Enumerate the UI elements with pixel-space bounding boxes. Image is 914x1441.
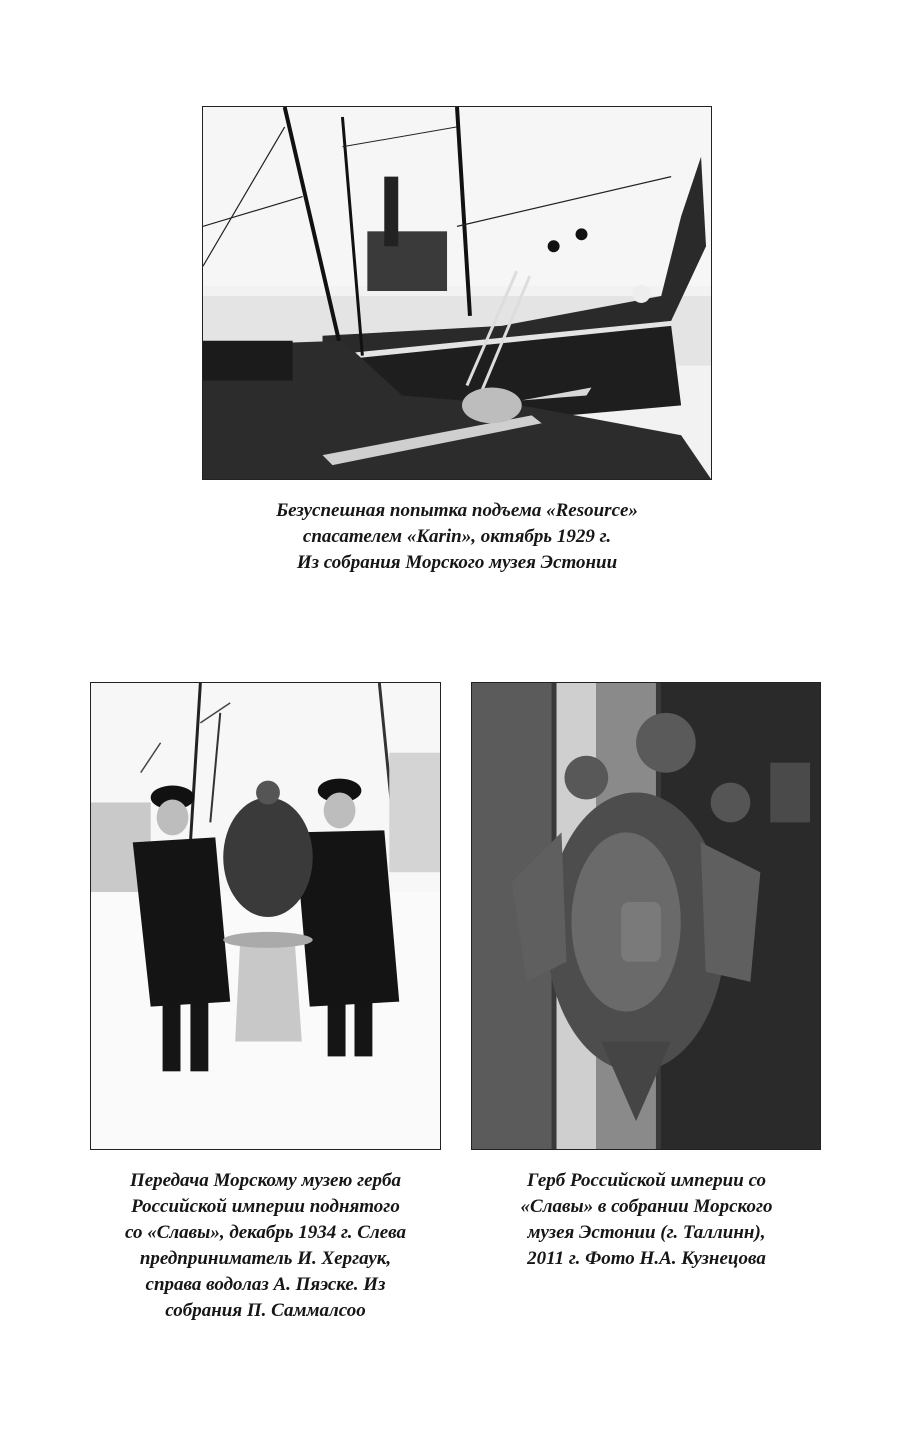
caption-ship: [202, 498, 712, 576]
caption-line: Российской империи поднятого: [131, 1196, 400, 1217]
caption-line: собрания П. Саммалсоо: [165, 1300, 366, 1321]
caption-line: Передача Морскому музею герба: [129, 1170, 402, 1191]
emblem-photo-illustration: [472, 683, 820, 1149]
caption-line: музея Эстонии (г. Таллинн),: [527, 1222, 766, 1243]
caption-line: Безуспешная попытка подъема «Resource»: [276, 500, 638, 521]
caption-line: справа водолаз А. Пяэске. Из: [145, 1274, 386, 1295]
caption-line: Герб Российской империи со: [526, 1170, 767, 1191]
caption-emblem: [441, 1168, 852, 1272]
photo-ship-salvage: [202, 106, 712, 480]
caption-line: спасателем «Karin», октябрь 1929 г.: [302, 526, 612, 547]
caption-line: 2011 г. Фото Н.А. Кузнецова: [527, 1248, 766, 1269]
photo-two-men-with-emblem: [90, 682, 441, 1150]
caption-men: [60, 1168, 471, 1324]
caption-line: предприниматель И. Хергаук,: [139, 1248, 392, 1269]
ship-photo-illustration: [203, 107, 711, 479]
photo-coat-of-arms: [471, 682, 821, 1150]
caption-line: «Славы» в собрании Морского: [520, 1196, 773, 1217]
men-photo-illustration: [91, 683, 440, 1149]
caption-line: Из собрания Морского музея Эстонии: [296, 552, 618, 573]
caption-line: со «Славы», декабрь 1934 г. Слева: [125, 1222, 406, 1243]
